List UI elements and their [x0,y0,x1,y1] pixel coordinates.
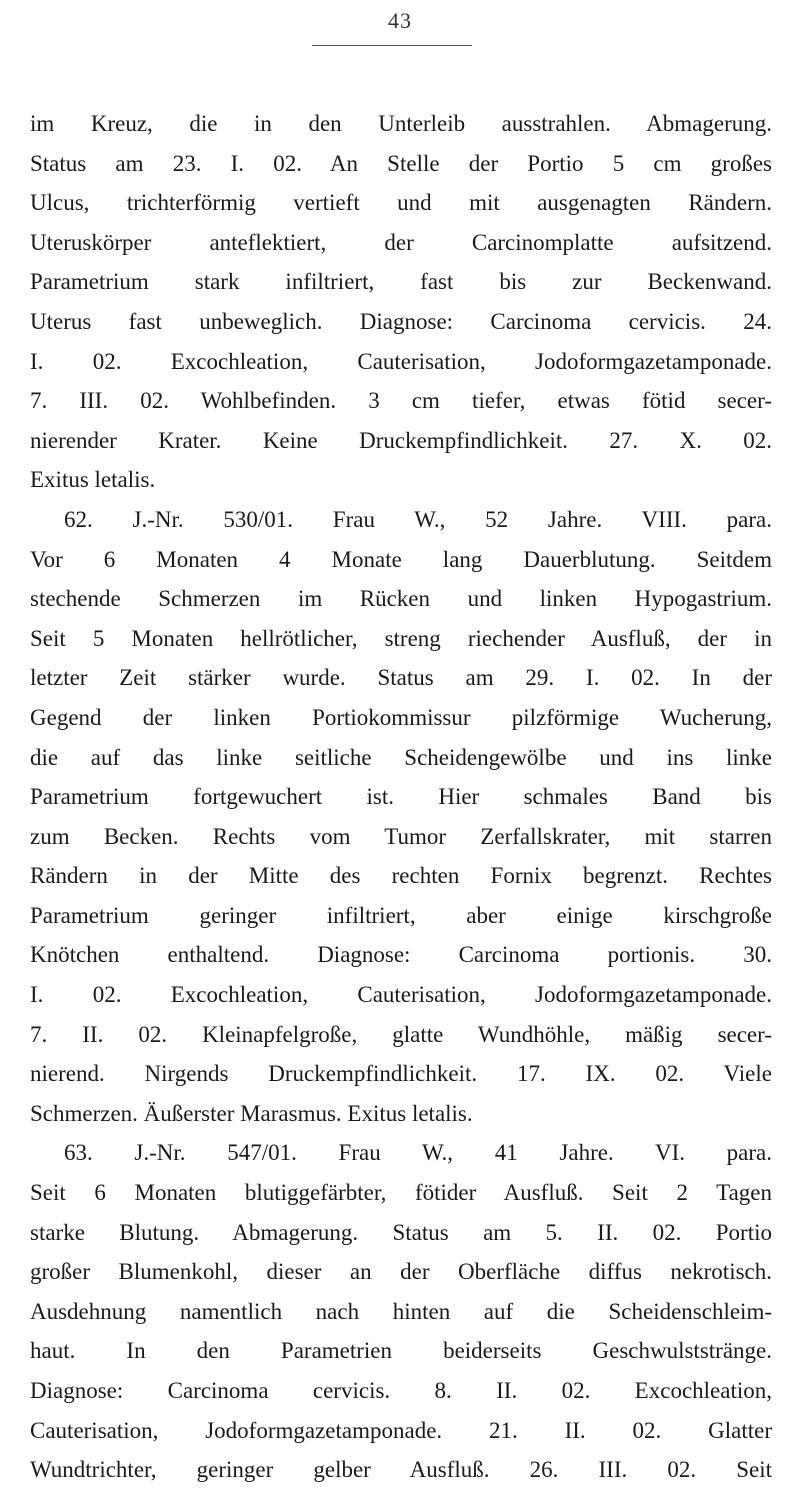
text-line: die auf das linke seitliche Scheidengewölbe und ins linke [30,744,772,770]
text-line: Parametrium stark infiltriert, fast bis zur Beckenwand. [30,269,772,295]
text-line: I. 02. Excochleation, Cauterisation, Jodoformgazetamponade. [30,982,772,1008]
text-line: Parametrium geringer infiltriert, aber einige kirschgroße [30,902,772,928]
text-line: Ausdehnung namentlich nach hinten auf die Scheidenschleim- [30,1298,772,1324]
header-rule [312,45,472,46]
text-line: letzter Zeit stärker wurde. Status am 29. I. 02. In der [30,665,772,691]
page-number: 43 [388,8,412,33]
text-line: Cauterisation, Jodoformgazetamponade. 21. II. 02. Glatter [30,1417,772,1443]
text-line: haut. In den Parametrien beiderseits Geschwulststränge. [30,1338,772,1364]
text-line: Knötchen enthaltend. Diagnose: Carcinoma portionis. 30. [30,942,772,968]
text-line: Status am 23. I. 02. An Stelle der Portio 5 cm großes [30,150,772,176]
body-text [30,104,772,1490]
text-line: nierender Krater. Keine Druckempfindlichkeit. 27. X. 02. [30,427,772,453]
text-line: Gegend der linken Portiokommissur pilzförmige Wucherung, [30,704,772,730]
text-line: Uteruskörper anteflektiert, der Carcinomplatte aufsitzend. [30,229,772,255]
text-line: zum Becken. Rechts vom Tumor Zerfallskrater, mit starren [30,823,772,849]
text-line: Uterus fast unbeweglich. Diagnose: Carcinoma cervicis. 24. [30,308,772,334]
text-line: 7. II. 02. Kleinapfelgroße, glatte Wundhöhle, mäßig secer- [30,1021,772,1047]
text-line: stechende Schmerzen im Rücken und linken Hypogastrium. [30,586,772,612]
text-line: 63. J.-Nr. 547/01. Frau W., 41 Jahre. VI. para. [64,1140,772,1166]
text-line: Rändern in der Mitte des rechten Fornix begrenzt. Rechtes [30,863,772,889]
text-line: Exitus letalis. [30,467,156,493]
text-line: Schmerzen. Äußerster Marasmus. Exitus letalis. [30,1100,473,1126]
text-line: großer Blumenkohl, dieser an der Oberfläche diffus nekrotisch. [30,1259,772,1285]
text-line: Wundtrichter, geringer gelber Ausfluß. 26. III. 02. Seit [30,1457,772,1483]
text-line: im Kreuz, die in den Unterleib ausstrahlen. Abmagerung. [30,111,772,136]
text-line: Seit 6 Monaten blutiggefärbter, fötider Ausfluß. Seit 2 Tagen [30,1180,772,1206]
text-line: 62. J.-Nr. 530/01. Frau W., 52 Jahre. VIII. para. [64,506,772,532]
text-line: Ulcus, trichterförmig vertieft und mit ausgenagten Rändern. [30,190,772,216]
text-line: starke Blutung. Abmagerung. Status am 5. II. 02. Portio [30,1219,772,1245]
text-line: I. 02. Excochleation, Cauterisation, Jodoformgazetamponade. [30,348,772,374]
text-line: Parametrium fortgewuchert ist. Hier schmales Band bis [30,784,772,810]
text-line: Vor 6 Monaten 4 Monate lang Dauerblutung. Seitdem [30,546,772,572]
text-line: nierend. Nirgends Druckempfindlichkeit. 17. IX. 02. Viele [30,1061,772,1087]
text-line: 7. III. 02. Wohlbefinden. 3 cm tiefer, etwas fötid secer- [30,388,772,414]
text-line: Diagnose: Carcinoma cervicis. 8. II. 02. Excochleation, [30,1378,772,1403]
text-line: Seit 5 Monaten hellrötlicher, streng riechender Ausfluß, der in [30,625,772,651]
